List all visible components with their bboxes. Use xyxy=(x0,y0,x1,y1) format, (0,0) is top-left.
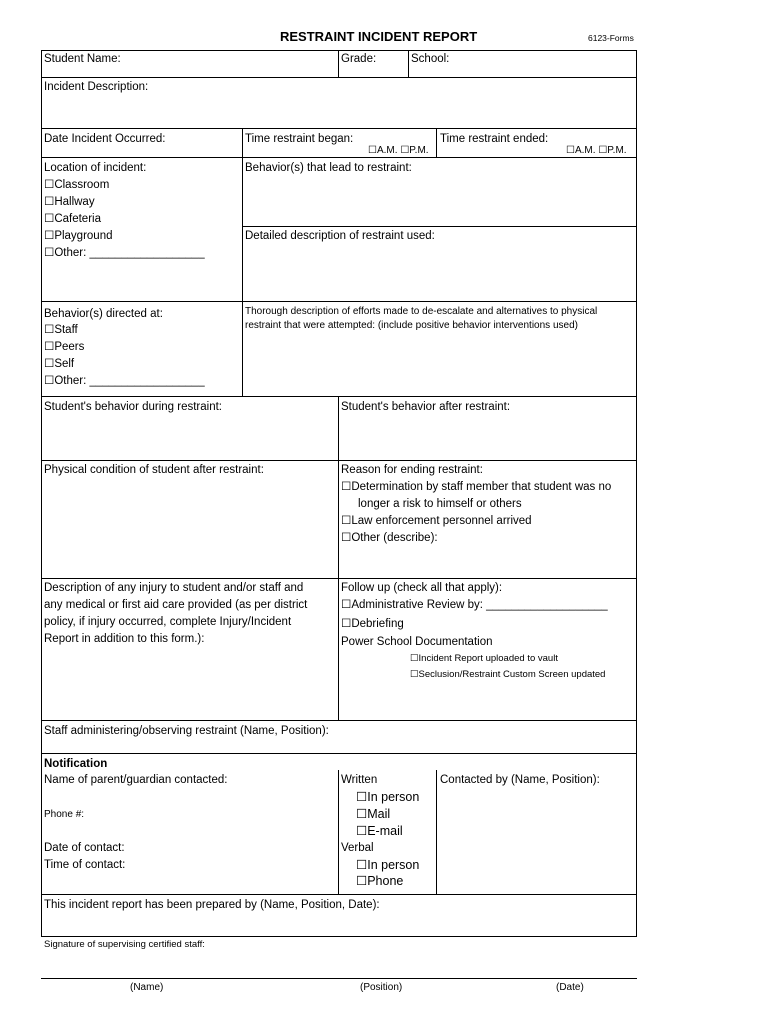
signature-date-caption: (Date) xyxy=(556,982,584,993)
notification-heading: Notification xyxy=(44,758,108,770)
ending-option-determination-cont: longer a risk to himself or others xyxy=(358,498,522,510)
location-option-playground[interactable]: ☐ Playground xyxy=(44,229,113,243)
signature-position-caption: (Position) xyxy=(360,982,403,993)
ending-option-other[interactable]: ☐ Other (describe): xyxy=(341,531,438,545)
date-occurred-label: Date Incident Occurred: xyxy=(44,133,166,145)
directed-at-label: Behavior(s) directed at: xyxy=(44,308,163,320)
ending-option-law[interactable]: ☐ Law enforcement personnel arrived xyxy=(341,514,532,528)
signature-label: Signature of supervising certified staff: xyxy=(44,939,205,950)
date-of-contact-label: Date of contact: xyxy=(44,842,125,854)
directed-option-staff[interactable]: ☐ Staff xyxy=(44,323,78,337)
followup-admin-review[interactable]: ☐ Administrative Review by: ___________________ xyxy=(341,598,608,612)
written-label: Written xyxy=(341,774,378,786)
behavior-during-label: Student's behavior during restraint: xyxy=(44,401,222,413)
directed-option-other[interactable]: ☐ Other: __________________ xyxy=(44,374,205,388)
powerschool-option-vault[interactable]: ☐ Incident Report uploaded to vault xyxy=(410,652,558,666)
location-option-other[interactable]: ☐ Other: __________________ xyxy=(44,246,205,260)
ending-option-determination[interactable]: ☐ Determination by staff member that student was no xyxy=(341,480,611,494)
am-checkbox[interactable] xyxy=(566,145,575,156)
injury-label-line3: policy, if injury occurred, complete Injury/Incident xyxy=(44,616,292,628)
powerschool-option-screen[interactable]: ☐ Seclusion/Restraint Custom Screen updated xyxy=(410,668,605,682)
powerschool-label: Power School Documentation xyxy=(341,636,493,648)
grade-label: Grade: xyxy=(341,53,377,65)
prepared-by-label: This incident report has been prepared by (Name, Position, Date): xyxy=(44,899,380,911)
behaviors-lead-label: Behavior(s) that lead to restraint: xyxy=(245,162,412,174)
school-label: School: xyxy=(411,53,450,65)
time-of-contact-label: Time of contact: xyxy=(44,859,126,871)
injury-label-line4: Report in addition to this form.): xyxy=(44,633,205,645)
behavior-after-label: Student's behavior after restraint: xyxy=(341,401,511,413)
contacted-by-label: Contacted by (Name, Position): xyxy=(440,774,600,786)
pm-checkbox[interactable] xyxy=(598,145,607,156)
directed-option-peers[interactable]: ☐ Peers xyxy=(44,340,84,354)
signature-line[interactable] xyxy=(41,978,637,979)
time-began-ampm: ☐ A.M. ☐ P.M. xyxy=(368,144,429,158)
location-option-hallway[interactable]: ☐ Hallway xyxy=(44,195,95,209)
phone-label: Phone #: xyxy=(44,809,85,820)
staff-label: Staff administering/observing restraint (Name, Position): xyxy=(44,725,329,737)
incident-description-label: Incident Description: xyxy=(44,81,149,93)
verbal-phone-checkbox[interactable]: ☐ Phone xyxy=(356,874,403,888)
verbal-in-person-checkbox[interactable]: ☐ In person xyxy=(356,858,419,872)
followup-debriefing[interactable]: ☐ Debriefing xyxy=(341,617,404,631)
physical-condition-label: Physical condition of student after restraint: xyxy=(44,464,264,476)
restraint-used-label: Detailed description of restraint used: xyxy=(245,230,435,242)
verbal-label: Verbal xyxy=(341,842,374,854)
deescalate-label-line1: Thorough description of efforts made to de-escalate and alternatives to physical xyxy=(245,306,598,317)
time-began-label: Time restraint began: xyxy=(245,133,354,145)
form-number: 6123-Forms xyxy=(588,33,634,43)
injury-label-line1: Description of any injury to student and/or staff and xyxy=(44,582,304,594)
pm-checkbox[interactable] xyxy=(400,145,409,156)
followup-label: Follow up (check all that apply): xyxy=(341,582,503,594)
time-ended-ampm: ☐ A.M. ☐ P.M. xyxy=(566,144,627,158)
deescalate-label-line2: restraint that were attempted: (include positive behavior interventions used) xyxy=(245,320,578,331)
directed-option-self[interactable]: ☐ Self xyxy=(44,357,74,371)
parent-contacted-label: Name of parent/guardian contacted: xyxy=(44,774,228,786)
injury-label-line2: any medical or first aid care provided (as per district xyxy=(44,599,308,611)
written-in-person-checkbox[interactable]: ☐ In person xyxy=(356,790,419,804)
form-title: RESTRAINT INCIDENT REPORT xyxy=(280,29,478,44)
am-checkbox[interactable] xyxy=(368,145,377,156)
student-name-label: Student Name: xyxy=(44,53,121,65)
signature-name-caption: (Name) xyxy=(130,982,164,993)
location-label: Location of incident: xyxy=(44,162,147,174)
written-email-checkbox[interactable]: ☐ E-mail xyxy=(356,824,403,838)
location-option-classroom[interactable]: ☐ Classroom xyxy=(44,178,109,192)
location-option-cafeteria[interactable]: ☐ Cafeteria xyxy=(44,212,101,226)
time-ended-label: Time restraint ended: xyxy=(440,133,549,145)
ending-label: Reason for ending restraint: xyxy=(341,464,483,476)
written-mail-checkbox[interactable]: ☐ Mail xyxy=(356,807,390,821)
